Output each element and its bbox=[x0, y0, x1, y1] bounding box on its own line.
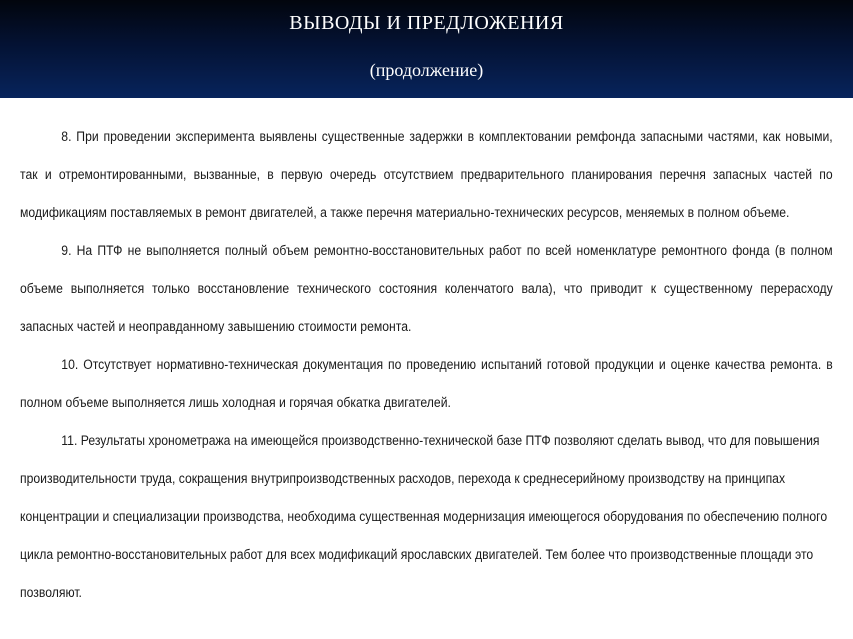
paragraph-10: 10. Отсутствует нормативно-техническая документация по проведению испытаний готовой продукции и оценке качества ремонта. в полном объеме выполняется лишь холодная и горячая обкатка двигателей. bbox=[20, 357, 833, 411]
slide-header bbox=[0, 0, 853, 98]
paragraph-8: 8. При проведении эксперимента выявлены существенные задержки в комплектовании ремфонда запасными частями, как новыми, так и отремонтированными, вызванные, в первую очередь отсутствием предварительного планирования перечня запасных частей по модификациям поставляемых в ремонт двигателей, а также перечня материально-технических ресурсов, меняемых в полном объеме. bbox=[20, 129, 833, 221]
slide-title: ВЫВОДЫ И ПРЕДЛОЖЕНИЯ bbox=[289, 12, 564, 34]
paragraph-9: 9. На ПТФ не выполняется полный объем ремонтно-восстановительных работ по всей номенклатуре ремонтного фонда (в полном объеме выполняется только восстановление технического состояния коленчатого вала), что приводит к существенному перерасходу запасных частей и неоправданному завышению стоимости ремонта. bbox=[20, 243, 833, 335]
slide-body bbox=[20, 118, 833, 612]
slide-subtitle: (продолжение) bbox=[369, 60, 484, 80]
slide-body-text bbox=[20, 118, 833, 612]
paragraph-11: 11. Результаты хронометража на имеющейся производственно-технической базе ПТФ позволяют сделать вывод, что для повышения производительности труда, сокращения внутрипроизводственных расходов, перехода к среднесерийному производству на принципах концентрации и специализации производства, необходима существенная модернизация имеющегося оборудования по обеспечению полного цикла ремонтно-восстановительных работ для всех модификаций ярославских двигателей. Тем более что производственные площади это позволяют. bbox=[20, 433, 828, 601]
